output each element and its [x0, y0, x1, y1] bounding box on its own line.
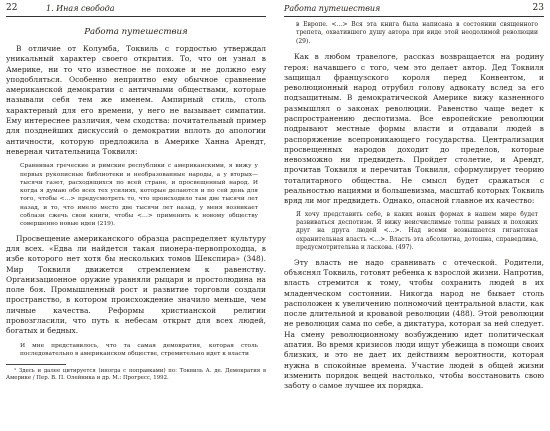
right-page [276, 0, 550, 431]
left-running-head [6, 3, 266, 17]
left-page [0, 0, 274, 431]
footnote-divider [6, 364, 66, 365]
block-quote: Я хочу представить себе, в каких новых формах в нашем мире будет развиваться деспотизм. Я вижу неисчислимые толпы равных и похожих друг на друга людей <…>. Над всеми возвышается гигантская охранительная власть <…>. Власть эта абсолютна, дотошна, справедлива, предусмотрительна и ласкова. (497). [296, 210, 538, 252]
paragraph: Эту власть не надо сравнивать с отеческой. Родители, объяснял Токвиль, готовят ребенка к взрослой жизни. Напротив, власть стремится к тому, чтобы сохранить людей в их младенческом состоянии. Никогда народ не бывает столь расположен к увеличению полномочий центральной власти, как после длительной и кровавой революции (488). Этой революции не революция сама по себе, а диктатура, которая за ней следует. На смену революционному возбуждению идет политическая апатия. Во время кризисов люди ищут убежища в помощи своих близких, и это не дает их действиям вероятности, которая нужна в спокойные времена. Участие людей в общей жизни изменить порядок вещей настолько, чтобы восстановить свою заботу о самое лучшее их порядка. [284, 257, 544, 391]
section-title: Работа путешествия [84, 27, 188, 37]
block-quote: И мне представилось, что та самая демократия, которая столь последовательно в американском обществе, стремительно идет к власти [20, 342, 258, 357]
paragraph: В отличие от Колумба, Токвиль с гордостью утверждал уникальный характер своего открытия. То, что он узнал в Америке, ни то что известное не похоже и не должно ему уподобляться. Особенно неприятно ему обычное сравнение американской демократии с античными обществами, которые называли себя тем же именем. Ампирный стиль, столь характерный для его времени, у него не вызывает симпатии. Ему интереснее различия, чем сходства: почитательный пример для позднейших дискуссий о демократии вплоть до апологии античности, которую предложила в Америке Ханна Арендт, неверная читательница Токвиля: [6, 44, 266, 156]
block-quote: Сравнивая греческие и римские республики с американскими, я вижу у первых рукописные библиотеки и необразованные народы, а у вторых—тысячи газет, расходящихся по всей стране, и просвещенный народ. И когда я думаю обо всех тех усилиях, которые делаются и по сей день для того, чтобы <…> предусмотреть то, что происходило там две тысячи лет назад, и то, что имело место две тысячи лет назад, у меня возникает соблазн сжечь свои книги, чтобы <…> применить к новому обществу совершенно новые идеи (219). [20, 163, 258, 228]
page-number: 23 [532, 3, 544, 13]
chapter-title: 1. Иная свобода [46, 4, 115, 13]
footnote: ¹ Здесь и далее цитируется (иногда с поправками) по: Токвиль А. де. Демократия в Америке / Пер. В. П. Олейника и др. М.: Прогресс, 1992. [6, 368, 266, 382]
right-running-head [284, 3, 544, 17]
paragraph: Просвещение американского образца распределяет культуру для всех. «Едва ли найдется такая пионера-первопроходца, в избе которого нет хотя бы нескольких томов Шекспира» (348). Мир Токвиля движется стремлением к равенству. Организационное оружие уравняли рыцаря и простолюдина на поле боя. Промышленный рост и развитие торговли создали пространство, в котором происхождение значило меньше, чем личные качества. Реформы христианской религии провозгласили, что путь к небесам открыт для всех людей, богатых и бедных. [6, 233, 266, 336]
block-quote-continued: в Европе. <…> Вся эта книга была написана в состоянии священного трепета, охватившего душу автора при виде этой неодолимой революции (29). [296, 21, 538, 45]
section-running-title: Работа путешествия [284, 4, 381, 13]
page-number: 22 [6, 3, 18, 13]
paragraph: Как в любом травелоге, рассказ возвращается на родину героя: начавшего с того, чем это делает автор. Дед Токвиля защищал французского короля перед Конвентом, и революционный народ отрубил голову адвокату вслед за его подзащитным. В демократической Америке вижу казненного размышлял о законах революции. Равенство чаще ведет к распространению деспотизма. Все европейские революции подрывают местные формы власти и отдавали людей в распоряжение всепроникающего государства. Централизация просвещенных народов доходит до пределов, которые невозможно ни предвидеть. Пройдет столетие, и Арендт, прочитав Токвиля и перечитав Токвиля, сформулирует теорию тоталитарного общества. Не смысл будет сражаться с реальностью нациями и большевизма, масштаб которых Токвиль вряд ли мог предвидеть. Однако, опасной главное их качество: [284, 52, 544, 206]
